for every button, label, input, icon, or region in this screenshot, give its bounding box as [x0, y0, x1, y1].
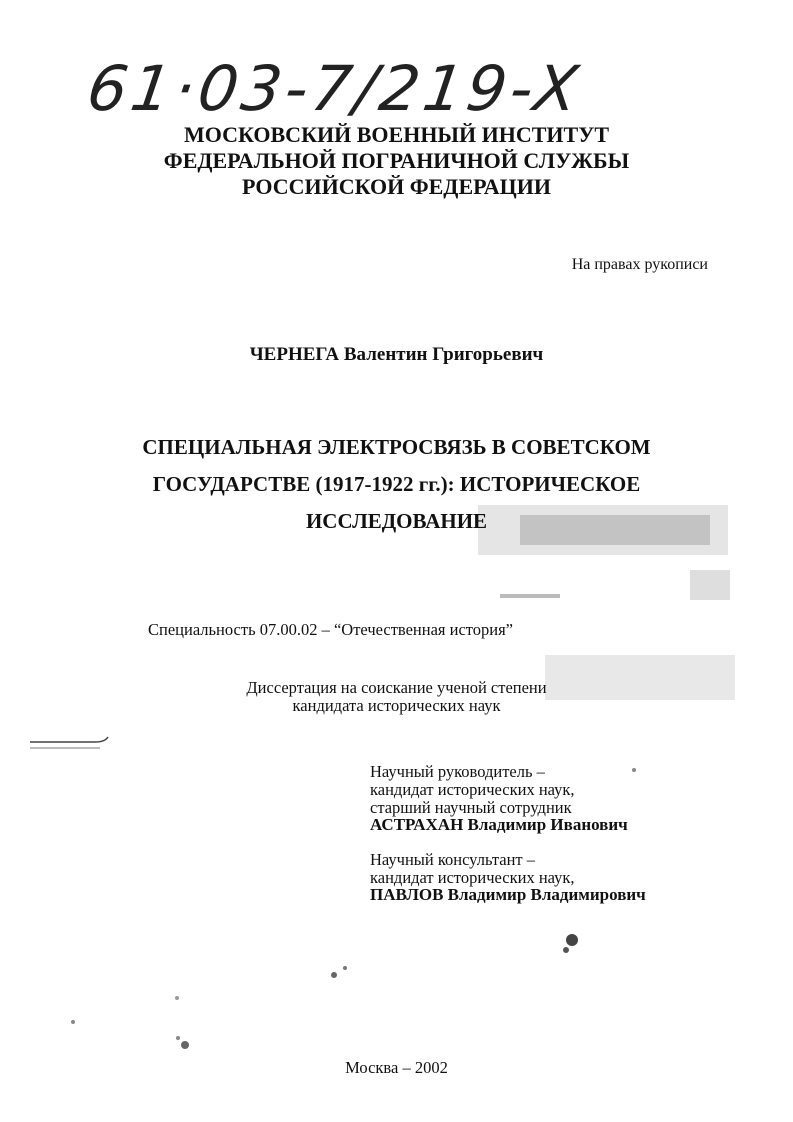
specialty: Специальность 07.00.02 – “Отечественная история” — [148, 620, 514, 639]
dissertation-line-2: кандидата исторических наук — [292, 696, 501, 715]
institution-line-2: ФЕДЕРАЛЬНОЙ ПОГРАНИЧНОЙ СЛУЖБЫ — [163, 148, 630, 173]
supervisor-name: АСТРАХАН Владимир Иванович — [370, 815, 628, 834]
title-line-1: СПЕЦИАЛЬНАЯ ЭЛЕКТРОСВЯЗЬ В СОВЕТСКОМ — [142, 435, 651, 459]
institution-line-1: МОСКОВСКИЙ ВОЕННЫЙ ИНСТИТУТ — [183, 122, 610, 147]
consultant-degree: кандидат исторических наук, — [370, 868, 575, 887]
supervisor-role: Научный руководитель – — [370, 762, 545, 781]
supervisor-rank: старший научный сотрудник — [370, 798, 572, 817]
place-year: Москва – 2002 — [345, 1058, 448, 1077]
supervisor-degree: кандидат исторических наук, — [370, 780, 575, 799]
title-line-3: ИССЛЕДОВАНИЕ — [305, 509, 488, 533]
institution-line-3: РОССИЙСКОЙ ФЕДЕРАЦИИ — [242, 174, 551, 199]
manuscript-note: На правах рукописи — [571, 256, 708, 273]
dissertation-line-1: Диссертация на соискание ученой степени — [246, 678, 547, 697]
title-line-2: ГОСУДАРСТВЕ (1917-1922 гг.): ИСТОРИЧЕСКОЕ — [152, 472, 641, 496]
consultant-role: Научный консультант – — [370, 850, 535, 869]
consultant-name: ПАВЛОВ Владимир Владимирович — [370, 885, 646, 904]
catalog-number: 61·03-7/219-X — [82, 52, 587, 125]
author-name: ЧЕРНЕГА Валентин Григорьевич — [249, 344, 544, 365]
